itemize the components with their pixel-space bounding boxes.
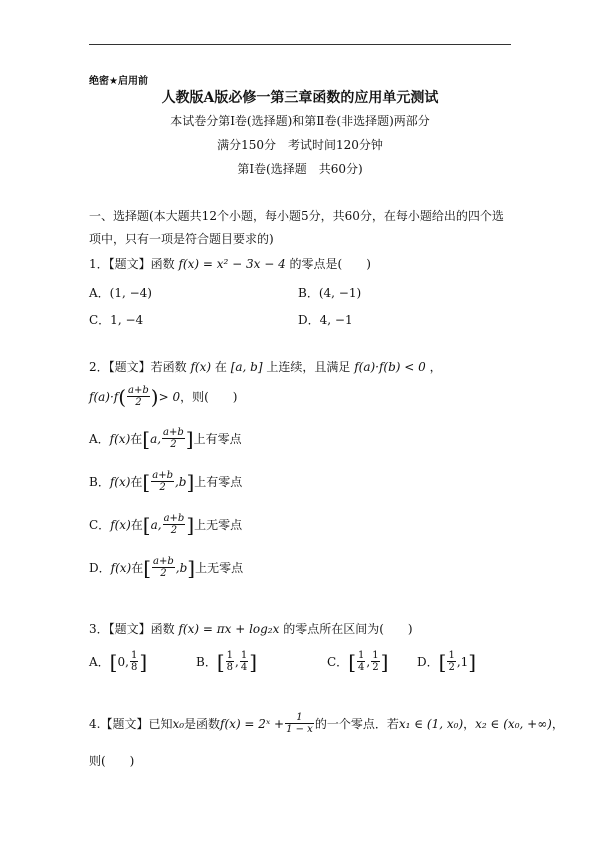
confidential-label: 绝密★启用前: [89, 76, 148, 87]
q1-option-a: A．(1, −4): [89, 286, 152, 300]
q2-prefix: 2．【题文】若函数: [89, 360, 187, 374]
q1-option-b: B．(4, −1): [298, 286, 362, 300]
q2-func: f(x): [190, 360, 212, 374]
q3-option-c: C． [ $\frac{1}{4}$ , $\frac{1}{2}$ ]: [327, 649, 389, 674]
q1-option-c: C．1, −4: [89, 313, 144, 327]
page-title: 人教版A版必修一第三章函数的应用单元测试: [161, 90, 439, 106]
question-1: [89, 255, 371, 272]
intro-line-1: 本试卷分第Ⅰ卷(选择题)和第Ⅱ卷(非选择题)两部分: [170, 114, 430, 128]
q2-option-b: B． f(x) 在 [ $\frac{a+b}{2}$ ,b ] 上有零点: [89, 469, 243, 494]
question-3: 3．【题文】函数 f(x) = πx + log₂x 的零点所在区间为( ): [89, 622, 413, 636]
section-heading: 第Ⅰ卷(选择题 共60分): [237, 162, 363, 176]
q3-function: f(x) = πx + log₂x: [178, 622, 280, 636]
q1-suffix: 的零点是( ): [289, 257, 371, 271]
q3-option-d: D． [ $\frac{1}{2}$ , 1 ]: [417, 649, 477, 674]
q2-line2-post: > 0: [158, 389, 181, 404]
q2-suffix: 上连续，且满足: [266, 360, 351, 374]
intro-line-2: 满分150分 考试时间120分钟: [217, 138, 383, 152]
q3-option-b: B． [ $\frac{1}{8}$ , $\frac{1}{4}$ ]: [196, 649, 258, 674]
q1-prefix: 1．【题文】函数: [89, 257, 175, 271]
q2-mid: 在: [214, 360, 227, 374]
header-rule: [89, 44, 511, 45]
q1-function: f(x) = x² − 3x − 4: [178, 257, 286, 271]
q1-option-d: D．4, −1: [298, 313, 353, 327]
q2-option-c: C． f(x) 在 [ a, $\frac{a+b}{2}$ ] 上无零点: [89, 512, 243, 537]
q2-option-a: A． f(x) 在 [ a, $\frac{a+b}{2}$ ] 上有零点: [89, 426, 242, 451]
q2-option-d: D． f(x) 在 [ $\frac{a+b}{2}$ ,b ] 上无零点: [89, 555, 244, 580]
q2-condition: f(a)·f(b) < 0: [354, 360, 426, 374]
question-2: [89, 358, 442, 375]
q3-option-a: A． [ 0, $\frac{1}{8}$ ]: [89, 649, 148, 674]
part1-instruction-1: 一、选择题(本大题共12个小题，每小题5分，共60分，在每小题给出的四个选: [89, 209, 504, 223]
q2-fraction: $\frac{a+b}{2}$: [128, 385, 149, 408]
question-2-line-2: f(a)·f ( $\frac{a+b}{2}$ ) > 0 ，则( ): [89, 384, 238, 409]
q2-line2-pre: f(a)·f: [89, 389, 119, 404]
question-4: 4.【题文】已知 x₀ 是函数 f(x) = 2ˣ + $\frac{1}{1 - x}$ 的一个零点．若 x₁ ∈ (1, x₀) ， x₂ ∈ (x₀, +∞) ，: [89, 712, 564, 735]
q2-end: ，: [429, 360, 442, 374]
q4-line-2: 则( ): [89, 754, 135, 768]
part1-instruction-2: 项中，只有一项是符合题目要求的): [89, 232, 274, 246]
q2-interval: [a, b]: [230, 360, 263, 374]
q2-line2-end: ，则( ): [180, 390, 238, 404]
